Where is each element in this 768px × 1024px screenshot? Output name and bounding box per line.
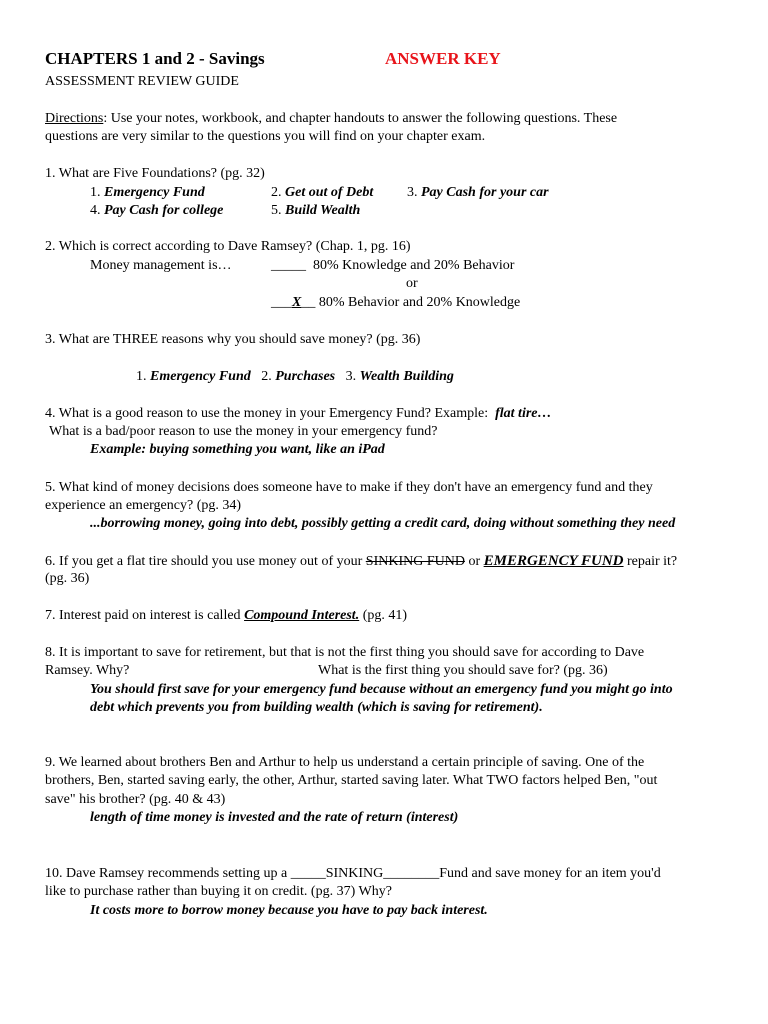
q2-question: 2. Which is correct according to Dave Ramsey? (Chap. 1, pg. 16) xyxy=(45,239,411,254)
q8-answer-2: debt which prevents you from building wealth (which is saving for retirement). xyxy=(90,700,543,715)
q4-answer-bad: Example: buying something you want, like an iPad xyxy=(90,442,385,457)
q1-answer-1: 1. Emergency Fund xyxy=(90,185,205,200)
q5-line-2: experience an emergency? (pg. 34) xyxy=(45,498,242,513)
q6-line-1: 6. If you get a flat tire should you use money out of your SINKING FUND or EMERGENCY FUND repair it? xyxy=(45,553,678,569)
q10-line-2: like to purchase rather than buying it on credit. (pg. 37) Why? xyxy=(45,884,392,899)
q7-answer: Compound Interest. xyxy=(244,608,360,623)
q2-or: or xyxy=(406,276,418,291)
q4-answer-good: flat tire… xyxy=(495,406,552,421)
subtitle: ASSESSMENT REVIEW GUIDE xyxy=(45,74,239,89)
directions-label: Directions xyxy=(45,111,104,126)
answer-key-label: ANSWER KEY xyxy=(385,49,501,68)
q6-line-2: (pg. 36) xyxy=(45,571,90,586)
q5-line-1: 5. What kind of money decisions does someone have to make if they don't have an emergency fund and they xyxy=(45,480,653,495)
q8-line-2a: Ramsey. Why? xyxy=(45,663,130,678)
q9-line-3: save" his brother? (pg. 40 & 43) xyxy=(45,792,226,807)
header xyxy=(45,49,501,70)
q2-option-2: ___X__ 80% Behavior and 20% Knowledge xyxy=(271,295,521,310)
q8-answer-1: You should first save for your emergency fund because without an emergency fund you might go into xyxy=(90,682,673,697)
q1-question: 1. What are Five Foundations? (pg. 32) xyxy=(45,166,265,181)
q3-question: 3. What are THREE reasons why you should save money? (pg. 36) xyxy=(45,332,421,347)
q8-line-1: 8. It is important to save for retirement, but that is not the first thing you should save for according to Dave xyxy=(45,645,645,660)
directions-line-1 xyxy=(45,110,617,128)
q4-line-1: 4. What is a good reason to use the money in your Emergency Fund? Example: flat tire… xyxy=(45,406,552,421)
q2-option-1: _____ 80% Knowledge and 20% Behavior xyxy=(271,258,515,273)
q7-line: 7. Interest paid on interest is called Compound Interest. (pg. 41) xyxy=(45,608,408,623)
q3-answers: 1. Emergency Fund 2. Purchases 3. Wealth Building xyxy=(136,369,454,384)
q2-stem: Money management is… xyxy=(90,258,232,273)
q9-answer: length of time money is invested and the rate of return (interest) xyxy=(90,810,459,825)
q1-answer-4: 4. Pay Cash for college xyxy=(90,203,224,218)
q1-answer-5: 5. Build Wealth xyxy=(271,203,361,218)
q1-answer-2: 2. Get out of Debt xyxy=(271,185,374,200)
directions-line-2: questions are very similar to the questions you will find on your chapter exam. xyxy=(45,129,486,144)
q9-line-2: brothers, Ben, started saving early, the other, Arthur, started saving later. What TWO factors helped Ben, "out xyxy=(45,773,658,788)
directions-text: : Use your notes, workbook, and chapter handouts to answer the following questions. These xyxy=(103,111,618,126)
q9-line-1: 9. We learned about brothers Ben and Arthur to help us understand a certain principle of saving. One of the xyxy=(45,755,645,770)
q4-line-2: What is a bad/poor reason to use the money in your emergency fund? xyxy=(49,424,438,439)
q5-answer: ...borrowing money, going into debt, possibly getting a credit card, doing without something they need xyxy=(90,516,676,531)
q6-struck-option: SINKING FUND xyxy=(365,554,465,569)
q10-line-1: 10. Dave Ramsey recommends setting up a _____SINKING________Fund and save money for an item you'd xyxy=(45,866,661,881)
q1-answer-3: 3. Pay Cash for your car xyxy=(407,185,549,200)
page-title: CHAPTERS 1 and 2 - Savings xyxy=(45,49,265,68)
q8-line-2b: What is the first thing you should save for? (pg. 36) xyxy=(318,663,608,678)
q10-answer: It costs more to borrow money because you have to pay back interest. xyxy=(90,903,488,918)
q6-answer: EMERGENCY FUND xyxy=(483,553,624,569)
